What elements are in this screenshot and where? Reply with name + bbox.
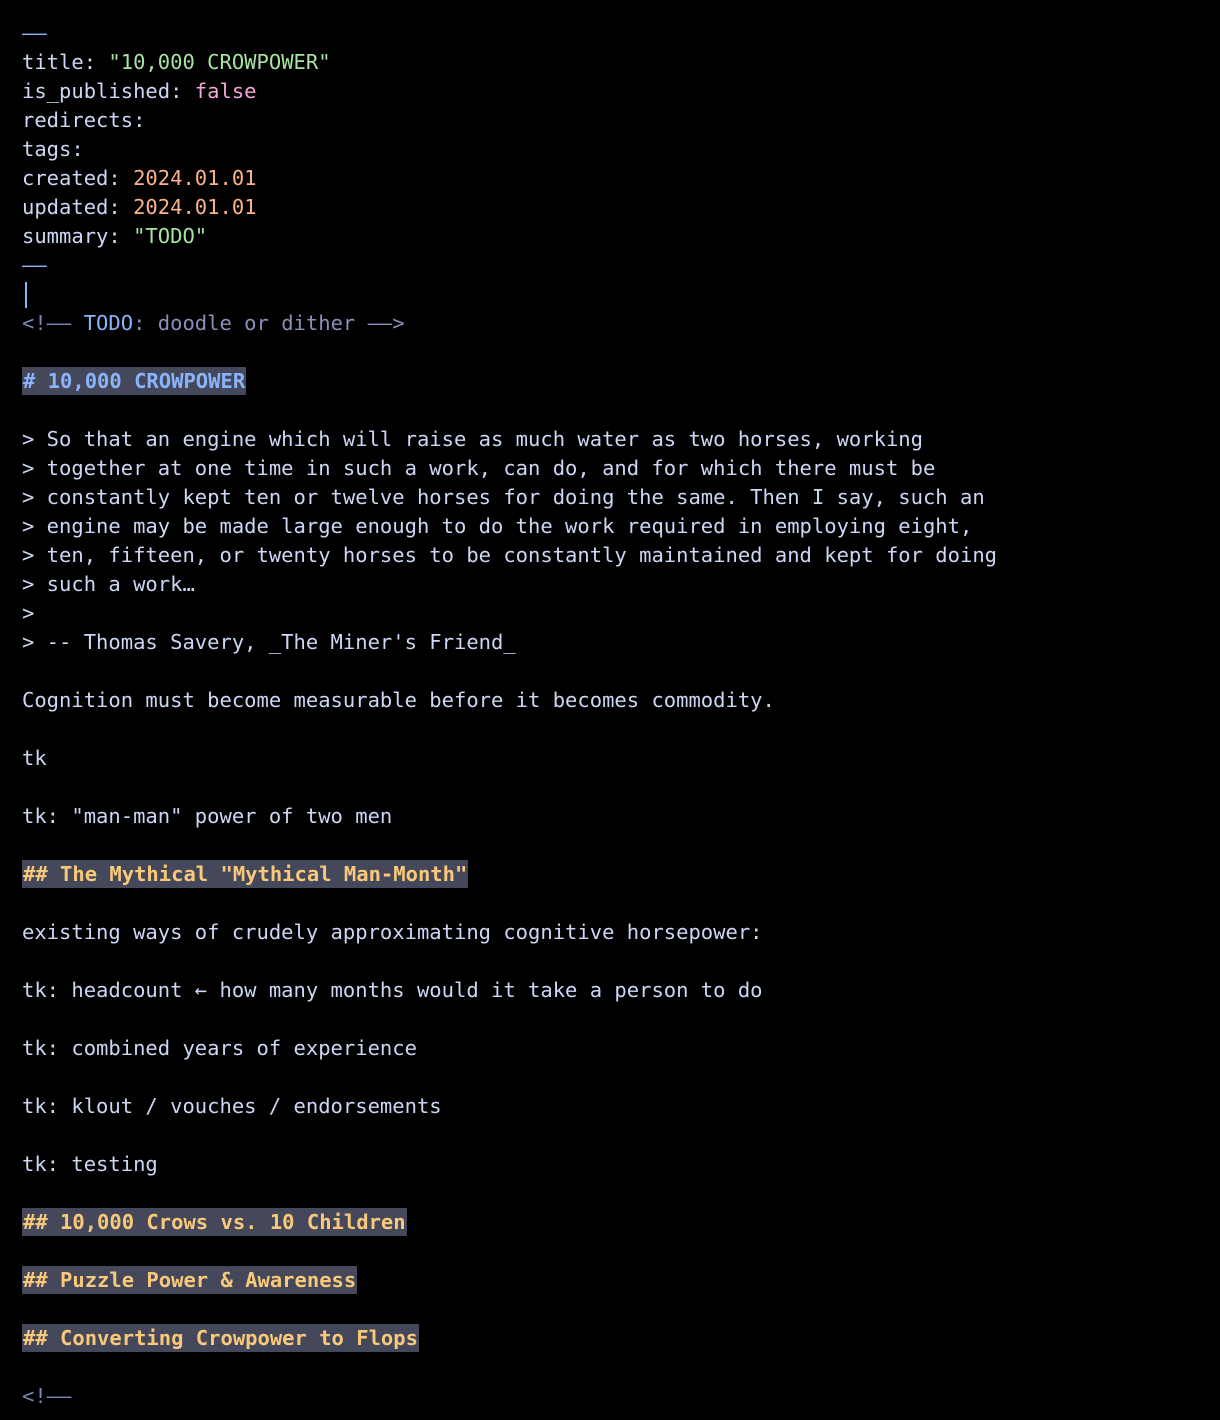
frontmatter-open-line (22, 19, 1220, 48)
frontmatter-summary-value: "TODO" (133, 224, 208, 248)
frontmatter-redirects-key: redirects: (22, 108, 146, 132)
comment-text: : doodle or dither ——> (133, 311, 405, 335)
blank-line (22, 1295, 1220, 1324)
quote-line: > (22, 601, 35, 625)
blank-line (22, 338, 1220, 367)
blank-line (22, 1353, 1220, 1382)
blank-line (22, 715, 1220, 744)
tk-headcount-line: tk: headcount ← how many months would it take a person to do (22, 978, 763, 1002)
comment-close-line (22, 1382, 1220, 1411)
frontmatter-tags-line (22, 135, 1220, 164)
heading-2-puzzle: ## Puzzle Power & Awareness (23, 1268, 357, 1292)
blank-line (22, 657, 1220, 686)
tk-experience-line: tk: combined years of experience (22, 1036, 417, 1060)
blank-line (22, 889, 1220, 918)
h2-converting-line (22, 1324, 1220, 1353)
h2-crows-line (22, 1208, 1220, 1237)
blank-line (22, 396, 1220, 425)
frontmatter-title-value: "10,000 CROWPOWER" (108, 50, 331, 74)
quote-line: > together at one time in such a work, can do, and for which there must be (22, 456, 936, 480)
quote-line: > constantly kept ten or twelve horses for doing the same. Then I say, such an (22, 485, 985, 509)
tk-line: tk (22, 746, 47, 770)
quote-line: > ten, fifteen, or twenty horses to be constantly maintained and kept for doing (22, 543, 998, 567)
tk-klout-line: tk: klout / vouches / endorsements (22, 1094, 442, 1118)
comment-todo: TODO (83, 311, 134, 335)
tk-man-line: tk: "man-man" power of two men (22, 804, 393, 828)
frontmatter-updated-value: 2024.01.01 (133, 195, 257, 219)
blank-line (22, 947, 1220, 976)
frontmatter-created-line (22, 164, 1220, 193)
frontmatter-summary-line (22, 222, 1220, 251)
heading-2-crows: ## 10,000 Crows vs. 10 Children (23, 1210, 406, 1234)
blank-line (22, 831, 1220, 860)
frontmatter-delimiter: —— (22, 21, 47, 45)
comment-close-tag: <!—— (22, 1384, 72, 1408)
frontmatter-title-line (22, 48, 1220, 77)
h2-mythical-line (22, 860, 1220, 889)
frontmatter-updated-line (22, 193, 1220, 222)
heading-2-converting: ## Converting Crowpower to Flops (23, 1326, 418, 1350)
frontmatter-published-value: false (194, 79, 257, 103)
frontmatter-created-value: 2024.01.01 (133, 166, 257, 190)
frontmatter-created-key: created: (22, 166, 134, 190)
blank-line (22, 1063, 1220, 1092)
existing-line: existing ways of crudely approximating cognitive horsepower: (22, 920, 763, 944)
h2-puzzle-line (22, 1266, 1220, 1295)
h1-line (22, 367, 1220, 396)
frontmatter-title-key: title: (22, 50, 109, 74)
thesis-line: Cognition must become measurable before it becomes commodity. (22, 688, 775, 712)
text-cursor (25, 282, 27, 308)
frontmatter-summary-key: summary: (22, 224, 134, 248)
quote-attribution: > -- Thomas Savery, _The Miner's Friend_ (22, 630, 516, 654)
quote-line: > engine may be made large enough to do the work required in employing eight, (22, 514, 973, 538)
blank-line (22, 773, 1220, 802)
frontmatter-published-line (22, 77, 1220, 106)
tk-testing-line: tk: testing (22, 1152, 158, 1176)
frontmatter-close-line (22, 251, 1220, 280)
quote-line: > such a work… (22, 572, 195, 596)
frontmatter-updated-key: updated: (22, 195, 134, 219)
blank-line (22, 1179, 1220, 1208)
frontmatter-published-key: is_published: (22, 79, 195, 103)
cursor-line[interactable] (22, 280, 1220, 309)
frontmatter-tags-key: tags: (22, 137, 84, 161)
heading-2-mythical: ## The Mythical "Mythical Man-Month" (23, 862, 468, 886)
frontmatter-delimiter-close: —— (22, 253, 47, 277)
quote-line: > So that an engine which will raise as much water as two horses, working (22, 427, 923, 451)
frontmatter-redirects-line (22, 106, 1220, 135)
blank-line (22, 1005, 1220, 1034)
comment-open: <!—— (22, 311, 84, 335)
heading-1: # 10,000 CROWPOWER (23, 369, 246, 393)
blank-line (22, 1237, 1220, 1266)
todo-comment-line (22, 309, 1220, 338)
blank-line (22, 1121, 1220, 1150)
